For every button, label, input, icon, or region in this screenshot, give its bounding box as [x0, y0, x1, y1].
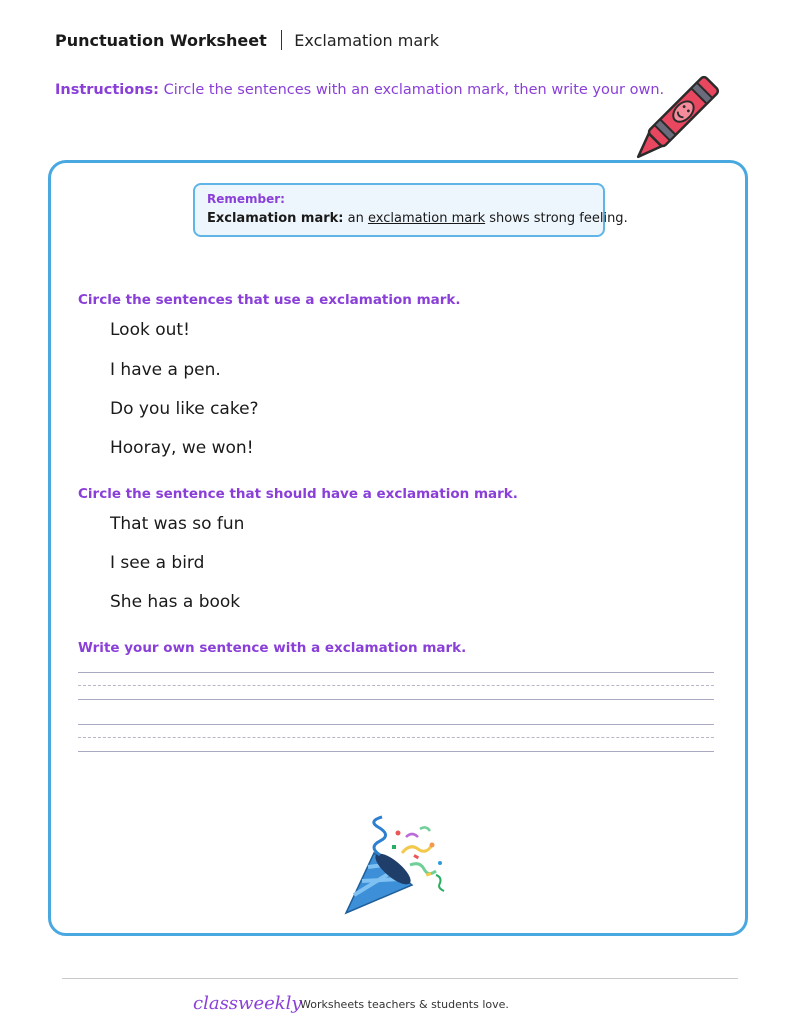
sentence-option[interactable]: Look out! [110, 320, 190, 340]
instructions-text: Circle the sentences with an exclamation mark, then write your own. [163, 82, 665, 98]
section3-heading: Write your own sentence with a exclamation mark. [78, 640, 467, 656]
writing-line-top[interactable] [78, 724, 714, 725]
writing-line-base[interactable] [78, 751, 714, 752]
sentence-option[interactable]: I see a bird [110, 553, 205, 573]
header-divider [281, 30, 283, 50]
remember-box [193, 183, 628, 237]
worksheet-subtitle: Exclamation mark [294, 30, 439, 50]
remember-term: Exclamation mark: [207, 211, 344, 226]
instructions-label: Instructions: [55, 82, 159, 98]
remember-post: shows strong feeling. [489, 211, 628, 226]
remember-pre: an [347, 211, 364, 226]
sentence-option[interactable]: She has a book [110, 592, 241, 612]
remember-heading: Remember: [207, 192, 285, 206]
instructions [55, 82, 664, 98]
section2-heading: Circle the sentence that should have a exclamation mark. [78, 486, 518, 502]
writing-line-mid[interactable] [78, 685, 714, 686]
sentence-option[interactable]: Hooray, we won! [110, 438, 254, 458]
sentence-option[interactable]: I have a pen. [110, 360, 221, 380]
remember-definition [207, 211, 628, 226]
footer-divider [62, 978, 738, 979]
writing-line-mid[interactable] [78, 737, 714, 738]
sentence-option[interactable]: Do you like cake? [110, 399, 259, 419]
sentence-option[interactable]: That was so fun [110, 514, 245, 534]
remember-link: exclamation mark [367, 211, 486, 226]
section1-heading: Circle the sentences that use a exclamation mark. [78, 292, 461, 308]
party-popper-icon [340, 815, 460, 920]
worksheet-title: Punctuation Worksheet [55, 30, 267, 50]
writing-line-base[interactable] [78, 699, 714, 700]
worksheet-header [55, 30, 439, 50]
footer-tagline: Worksheets teachers & students love. [300, 998, 509, 1011]
writing-line-top[interactable] [78, 672, 714, 673]
brand-logo: classweekly [193, 993, 302, 1014]
